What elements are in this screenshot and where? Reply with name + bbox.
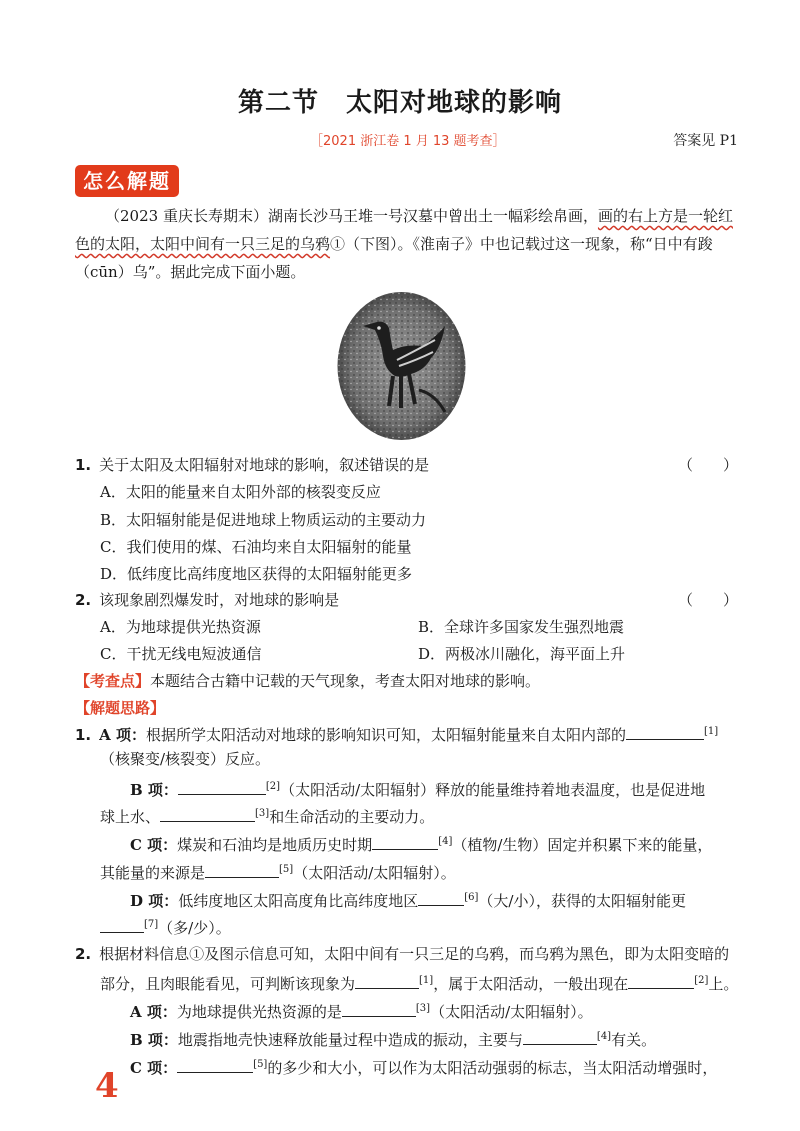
analysis-2a: [130, 995, 593, 1026]
analysis-number: 2.: [75, 945, 92, 963]
analysis-text: 地震指地壳快速释放能量过程中造成的振动，主要与: [177, 1031, 523, 1049]
analysis-text: 根据所学太阳活动对地球的影响知识可知，太阳辐射能量来自太阳内部的: [146, 726, 627, 744]
analysis-text: 其能量的来源是: [100, 864, 206, 882]
fill-blank[interactable]: [177, 1056, 253, 1073]
analysis-text: 有关。: [611, 1031, 657, 1049]
blank-marker: [3]: [415, 1003, 431, 1014]
blank-marker: [5]: [279, 864, 294, 875]
fill-blank[interactable]: [205, 861, 279, 878]
analysis-text: （植物/生物）固定并积累下来的能量，: [452, 836, 713, 854]
analysis-text: 球上水、: [100, 808, 161, 826]
fill-blank[interactable]: [100, 916, 144, 933]
passage-intro: （2023 重庆长寿期末）湖南长沙马王堆一号汉墓中曾出土一幅彩绘帛画，: [105, 207, 598, 225]
analysis-text: 和生命活动的主要动力。: [269, 808, 435, 826]
fill-blank[interactable]: [626, 723, 704, 740]
question-1: [75, 454, 429, 475]
analysis-1c-cont: [100, 856, 456, 887]
item-label: C 项：: [130, 836, 178, 854]
question-stem: 该现象剧烈爆发时，对地球的影响是: [99, 591, 340, 609]
item-label: B 项：: [130, 1031, 178, 1049]
fill-blank[interactable]: [355, 972, 419, 989]
fill-blank[interactable]: [160, 805, 255, 822]
analysis-1a-cont: （核聚变/核裂变）反应。: [100, 750, 271, 768]
item-label: C 项：: [130, 1059, 178, 1077]
page-number: 4: [95, 1066, 119, 1106]
analysis-text: 上。: [708, 975, 739, 993]
option-d: D．低纬度比高纬度地区获得的太阳辐射能更多: [100, 565, 413, 583]
option-b: B．全球许多国家发生强烈地震: [418, 618, 625, 636]
fill-blank[interactable]: [372, 833, 438, 850]
question-stem: 关于太阳及太阳辐射对地球的影响，叙述错误的是: [99, 456, 430, 474]
section-badge: 怎么解题: [75, 165, 179, 197]
analysis-text: 低纬度地区太阳高度角比高纬度地区: [178, 892, 419, 910]
analysis-text: （太阳活动/太阳辐射）。: [293, 864, 456, 882]
analysis-text: （大/小），获得的太阳辐射能更: [478, 892, 686, 910]
solution-label-text: 【解题思路】: [75, 699, 166, 717]
analysis-text: （多/少）。: [158, 919, 231, 937]
blank-marker: [1]: [419, 975, 434, 986]
analysis-text: （太阳活动/太阳辐射）。: [430, 1003, 593, 1021]
analysis-number: 1.: [75, 726, 92, 744]
passage-highlight: 画的右上方是一轮红色的太阳，太阳中间有一只三足的乌鸦: [75, 207, 733, 253]
option-c: C．干扰无线电短波通信: [100, 645, 262, 663]
analysis-2b: [130, 1023, 656, 1054]
blank-marker: [2]: [265, 781, 281, 792]
fill-blank[interactable]: [178, 778, 266, 795]
item-label: D 项：: [130, 892, 179, 910]
option-d: D．两极冰川融化，海平面上升: [418, 645, 626, 663]
analysis-text: ，属于太阳活动，一般出现在: [433, 975, 629, 993]
blank-marker: [6]: [464, 892, 479, 903]
exam-point-text: 本题结合古籍中记载的天气现象，考查太阳对地球的影响。: [150, 672, 541, 690]
option-b: B．太阳辐射能是促进地球上物质运动的主要动力: [100, 511, 427, 529]
solution-label: [75, 697, 165, 718]
option-a: A．太阳的能量来自太阳外部的核裂变反应: [100, 483, 381, 501]
item-label: A 项：: [130, 1003, 177, 1021]
analysis-text: 为地球提供光热资源的是: [176, 1003, 342, 1021]
reading-passage: [75, 202, 740, 286]
blank-marker: [4]: [438, 836, 453, 847]
question-number: 1.: [75, 456, 92, 474]
blank-marker: [2]: [694, 975, 709, 986]
blank-marker: [1]: [704, 726, 719, 737]
analysis-text: （太阳活动/太阳辐射）释放的能量维持着地表温度，也是促进地: [280, 781, 706, 799]
exam-point-label: 【考查点】: [75, 672, 151, 690]
analysis-1d-cont: [100, 911, 231, 942]
analysis-2-cont: [100, 967, 738, 998]
question-number: 2.: [75, 591, 92, 609]
analysis-2c: [130, 1051, 717, 1082]
analysis-2: [75, 940, 729, 968]
blank-marker: [3]: [255, 808, 270, 819]
fill-blank[interactable]: [628, 972, 694, 989]
analysis-1b-cont: [100, 800, 434, 831]
blank-marker: [5]: [253, 1059, 268, 1070]
exam-point: [75, 670, 540, 691]
analysis-text: 部分，且肉眼能看见，可判断该现象为: [100, 975, 356, 993]
option-c: C．我们使用的煤、石油均来自太阳辐射的能量: [100, 538, 412, 556]
analysis-text: 的多少和大小，可以作为太阳活动强弱的标志，当太阳活动增强时，: [267, 1059, 718, 1077]
fill-blank[interactable]: [523, 1028, 597, 1045]
analysis-text: 煤炭和石油均是地质历史时期: [177, 836, 373, 854]
fill-blank[interactable]: [418, 889, 464, 906]
answer-reference: 答案见 P1: [673, 133, 738, 149]
analysis-1c: [130, 828, 712, 859]
fill-blank[interactable]: [342, 1000, 416, 1017]
blank-marker: [4]: [596, 1031, 612, 1042]
passage-tail: ①（下图）。《淮南子》中也记载过这一现象，称“日中有踆（cūn）乌”。据此完成下面小题。: [75, 235, 713, 281]
exam-source-tag: ［2021 浙江卷 1 月 13 题考查］: [310, 134, 506, 149]
item-label: B 项：: [130, 781, 178, 799]
answer-bracket: （ ）: [677, 591, 738, 609]
blank-marker: [7]: [144, 919, 159, 930]
item-label: A 项：: [99, 726, 147, 744]
question-2: [75, 589, 339, 610]
analysis-text: 根据材料信息①及图示信息可知，太阳中间有一只三足的乌鸦，而乌鸦为黑色，即为太阳变暗的: [99, 945, 730, 963]
three-legged-crow-image: [335, 290, 468, 442]
option-a: A．为地球提供光热资源: [100, 618, 261, 636]
section-title: 第二节 太阳对地球的影响: [237, 88, 562, 118]
answer-bracket: （ ）: [677, 456, 738, 474]
